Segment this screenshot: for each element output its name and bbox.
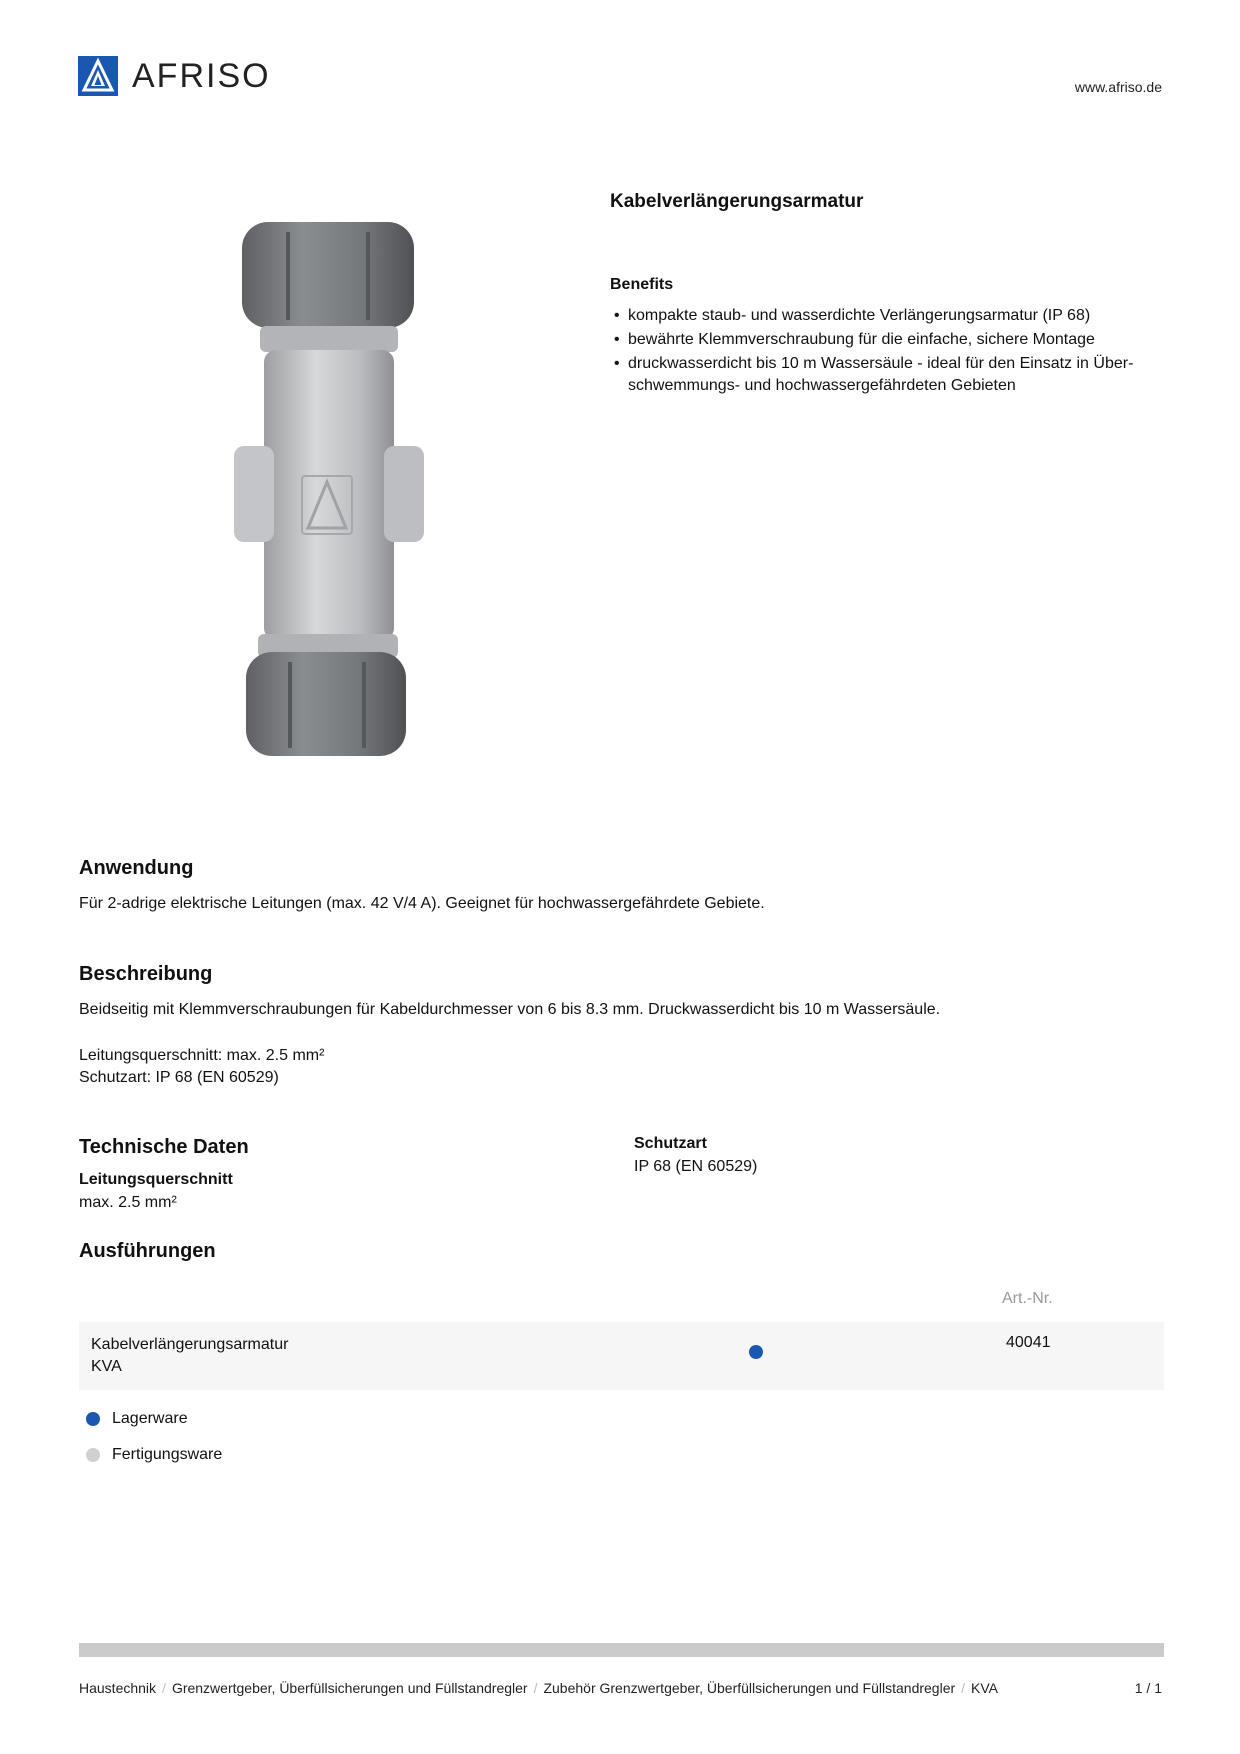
- page-number: 1 / 1: [1134, 1680, 1162, 1696]
- breadcrumb-item[interactable]: Zubehör Grenzwertgeber, Überfüllsicherungen und Füllstandregler: [543, 1680, 956, 1696]
- anwendung-heading: Anwendung: [79, 857, 194, 879]
- tech-value-cross-section: max. 2.5 mm²: [79, 1194, 177, 1211]
- table-row[interactable]: [79, 1322, 1164, 1390]
- legend-lagerware: [86, 1410, 188, 1428]
- legend-fertigungsware: [86, 1446, 222, 1464]
- brand-logo: [78, 56, 271, 96]
- breadcrumb-separator: /: [162, 1680, 166, 1696]
- site-url[interactable]: www.afriso.de: [1074, 79, 1162, 95]
- product-photo: [228, 220, 428, 760]
- variant-code: KVA: [91, 1358, 122, 1375]
- availability-lagerware-dot-icon: [749, 1345, 763, 1359]
- fertigungsware-dot-icon: [86, 1448, 100, 1462]
- beschreibung-text: Beidseitig mit Klemmverschraubungen für Kabeldurchmesser von 6 bis 8.3 mm. Druckwasserdicht bis 10 m Wassersäule.: [79, 1001, 941, 1018]
- technische-daten-heading: Technische Daten: [79, 1136, 249, 1158]
- lagerware-dot-icon: [86, 1412, 100, 1426]
- variant-artnr: 40041: [1006, 1334, 1051, 1351]
- breadcrumb-separator: /: [533, 1680, 538, 1696]
- breadcrumb-item[interactable]: Grenzwertgeber, Überfüllsicherungen und Füllstandregler: [171, 1680, 528, 1696]
- breadcrumb-item[interactable]: Haustechnik: [79, 1680, 157, 1696]
- breadcrumb-separator: /: [961, 1680, 966, 1696]
- benefit-item: • kompakte staub- und wasserdichte Verlängerungsarmatur (IP 68): [614, 305, 1174, 327]
- beschreibung-spec-protection: Schutzart: IP 68 (EN 60529): [79, 1069, 279, 1086]
- afriso-logo-icon: [78, 56, 118, 96]
- cable-fitting-photo-icon: [228, 220, 428, 760]
- product-title: Kabelverlängerungsarmatur: [610, 191, 864, 212]
- tech-label-protection: Schutzart: [634, 1135, 707, 1152]
- legend-label: Fertigungsware: [112, 1446, 223, 1463]
- anwendung-text: Für 2-adrige elektrische Leitungen (max. 42 V/4 A). Geeignet für hochwassergefährdete Gebiete.: [79, 895, 765, 912]
- benefits-list: [614, 305, 1174, 399]
- ausfuehrungen-heading: Ausführungen: [79, 1240, 216, 1262]
- variant-name: Kabelverlängerungsarmatur: [91, 1336, 289, 1353]
- tech-value-protection: IP 68 (EN 60529): [634, 1158, 758, 1175]
- breadcrumb: [79, 1680, 998, 1696]
- benefit-item: • bewährte Klemmverschraubung für die einfache, sichere Montage: [614, 329, 1174, 351]
- beschreibung-heading: Beschreibung: [79, 963, 213, 985]
- beschreibung-spec-cross-section: Leitungsquerschnitt: max. 2.5 mm²: [79, 1047, 325, 1064]
- artnr-column-header: Art.-Nr.: [1002, 1290, 1053, 1307]
- footer-divider-bar: [79, 1643, 1164, 1657]
- benefit-item: • druckwasserdicht bis 10 m Wassersäule - ideal für den Einsatz in Über-schwemmungs- und hochwassergefährdeten Gebieten: [614, 353, 1174, 397]
- benefits-heading: Benefits: [610, 276, 674, 293]
- breadcrumb-item[interactable]: KVA: [971, 1680, 999, 1696]
- tech-label-cross-section: Leitungsquerschnitt: [79, 1171, 233, 1188]
- legend-label: Lagerware: [112, 1410, 188, 1427]
- brand-wordmark: AFRISO: [132, 57, 271, 95]
